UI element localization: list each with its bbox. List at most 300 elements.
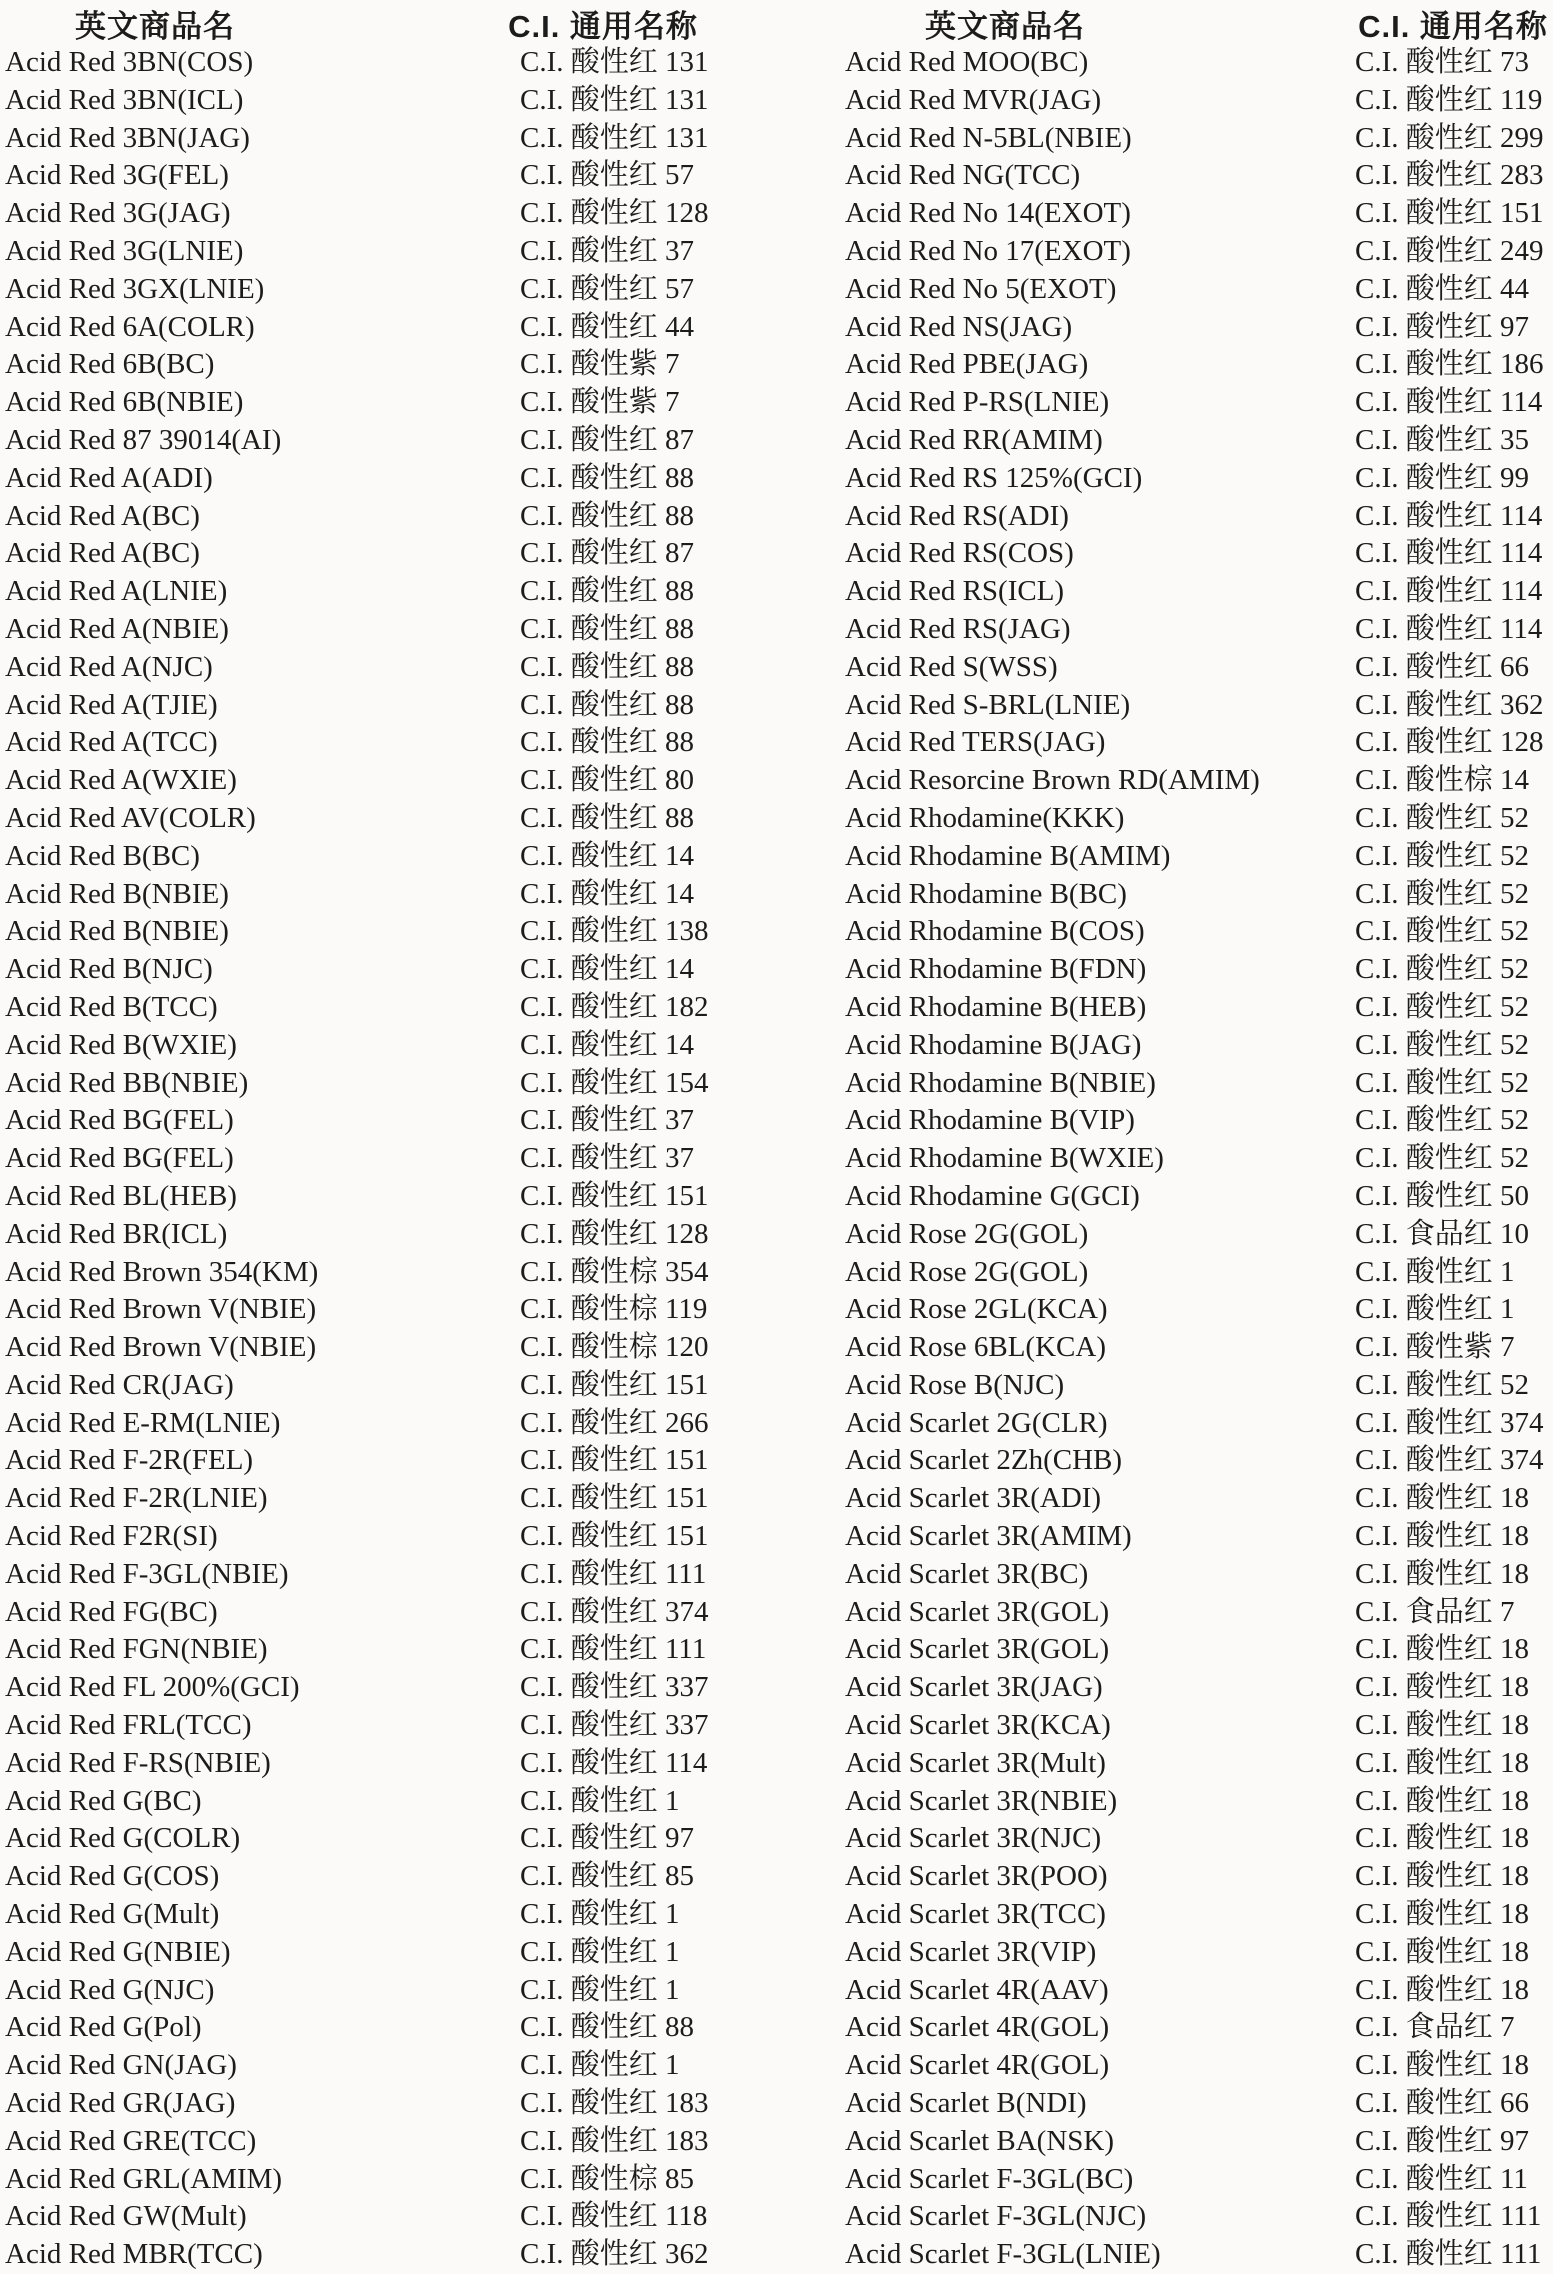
ci-name-right: C.I. 酸性红 66 xyxy=(1355,2087,1530,2120)
trade-name-left: Acid Red A(BC) xyxy=(5,499,200,532)
ci-name-left: C.I. 酸性棕 119 xyxy=(520,1293,708,1326)
table-row xyxy=(0,2161,1553,2199)
table-row xyxy=(0,2085,1553,2123)
trade-name-right: Acid Rose 2G(GOL) xyxy=(845,1217,1089,1250)
trade-name-left: Acid Red 3G(LNIE) xyxy=(5,234,244,267)
trade-name-left: Acid Red A(BC) xyxy=(5,537,200,570)
table-row xyxy=(0,1858,1553,1896)
trade-name-right: Acid Scarlet 4R(AAV) xyxy=(845,1973,1109,2006)
ci-name-left: C.I. 酸性红 111 xyxy=(520,1633,707,1666)
table-header-row xyxy=(0,8,1553,46)
trade-name-right: Acid Scarlet 3R(GOL) xyxy=(845,1595,1110,1628)
trade-name-right: Acid Red RS(JAG) xyxy=(845,612,1071,645)
trade-name-right: Acid Red RS 125%(GCI) xyxy=(845,461,1143,494)
table-row xyxy=(0,535,1553,573)
trade-name-left: Acid Red B(TCC) xyxy=(5,990,218,1023)
ci-name-right: C.I. 酸性红 66 xyxy=(1355,650,1530,683)
trade-name-left: Acid Red G(Pol) xyxy=(5,2011,202,2044)
trade-name-right: Acid Rose 6BL(KCA) xyxy=(845,1331,1106,1364)
trade-name-left: Acid Red 3GX(LNIE) xyxy=(5,272,265,305)
ci-name-left: C.I. 酸性红 1 xyxy=(520,1898,680,1931)
header-trade-name-right: 英文商品名 xyxy=(925,9,1085,44)
trade-name-left: Acid Red G(Mult) xyxy=(5,1898,220,1931)
trade-name-right: Acid Scarlet 3R(Mult) xyxy=(845,1746,1106,1779)
table-row xyxy=(0,1254,1553,1292)
ci-name-left: C.I. 酸性红 87 xyxy=(520,537,695,570)
table-row xyxy=(0,271,1553,309)
trade-name-right: Acid Red P-RS(LNIE) xyxy=(845,386,1110,419)
table-row xyxy=(0,838,1553,876)
trade-name-left: Acid Red GW(Mult) xyxy=(5,2200,247,2233)
ci-name-left: C.I. 酸性棕 354 xyxy=(520,1255,709,1288)
ci-name-right: C.I. 酸性红 97 xyxy=(1355,2124,1530,2157)
trade-name-left: Acid Red G(BC) xyxy=(5,1784,202,1817)
trade-name-left: Acid Red B(NBIE) xyxy=(5,877,229,910)
ci-name-right: C.I. 食品红 7 xyxy=(1355,2011,1515,2044)
table-row xyxy=(0,309,1553,347)
ci-name-right: C.I. 酸性红 18 xyxy=(1355,1784,1530,1817)
ci-name-left: C.I. 酸性红 88 xyxy=(520,650,695,683)
trade-name-right: Acid Scarlet F-3GL(LNIE) xyxy=(845,2238,1161,2271)
trade-name-left: Acid Red E-RM(LNIE) xyxy=(5,1406,281,1439)
trade-name-right: Acid Scarlet 3R(BC) xyxy=(845,1557,1089,1590)
ci-name-right: C.I. 酸性红 97 xyxy=(1355,310,1530,343)
ci-name-right: C.I. 食品红 10 xyxy=(1355,1217,1530,1250)
table-row xyxy=(0,1669,1553,1707)
ci-name-left: C.I. 酸性红 151 xyxy=(520,1520,709,1553)
trade-name-left: Acid Red GN(JAG) xyxy=(5,2049,237,2082)
table-row xyxy=(0,649,1553,687)
trade-name-left: Acid Red BL(HEB) xyxy=(5,1179,237,1212)
ci-name-left: C.I. 酸性红 151 xyxy=(520,1179,709,1212)
table-row xyxy=(0,1707,1553,1745)
trade-name-right: Acid Scarlet 4R(GOL) xyxy=(845,2049,1110,2082)
trade-name-left: Acid Red B(NJC) xyxy=(5,953,213,986)
ci-name-right: C.I. 食品红 7 xyxy=(1355,1595,1515,1628)
trade-name-right: Acid Red No 5(EXOT) xyxy=(845,272,1117,305)
trade-name-left: Acid Red B(BC) xyxy=(5,839,200,872)
trade-name-right: Acid Red No 14(EXOT) xyxy=(845,197,1131,230)
trade-name-left: Acid Red B(NBIE) xyxy=(5,915,229,948)
trade-name-right: Acid Scarlet 2G(CLR) xyxy=(845,1406,1108,1439)
ci-name-right: C.I. 酸性红 18 xyxy=(1355,1633,1530,1666)
trade-name-left: Acid Red A(TCC) xyxy=(5,726,218,759)
trade-name-right: Acid Scarlet 3R(AMIM) xyxy=(845,1520,1132,1553)
table-row xyxy=(0,876,1553,914)
trade-name-left: Acid Red F-RS(NBIE) xyxy=(5,1746,271,1779)
ci-name-left: C.I. 酸性红 1 xyxy=(520,1935,680,1968)
ci-name-right: C.I. 酸性红 119 xyxy=(1355,83,1543,116)
table-row xyxy=(0,2236,1553,2274)
trade-name-right: Acid Scarlet 3R(TCC) xyxy=(845,1898,1106,1931)
header-ci-name-left: C.I. 通用名称 xyxy=(508,9,698,44)
trade-name-right: Acid Rhodamine B(WXIE) xyxy=(845,1142,1164,1175)
ci-name-left: C.I. 酸性红 88 xyxy=(520,2011,695,2044)
ci-name-left: C.I. 酸性红 1 xyxy=(520,2049,680,2082)
ci-name-right: C.I. 酸性红 111 xyxy=(1355,2238,1542,2271)
trade-name-left: Acid Red FRL(TCC) xyxy=(5,1709,252,1742)
trade-name-left: Acid Red A(LNIE) xyxy=(5,575,228,608)
ci-name-left: C.I. 酸性红 88 xyxy=(520,726,695,759)
table-row xyxy=(0,384,1553,422)
trade-name-right: Acid Scarlet 2Zh(CHB) xyxy=(845,1444,1123,1477)
trade-name-right: Acid Scarlet 3R(JAG) xyxy=(845,1671,1103,1704)
trade-name-left: Acid Red 3BN(ICL) xyxy=(5,83,244,116)
ci-name-right: C.I. 酸性红 52 xyxy=(1355,877,1530,910)
table-body xyxy=(0,44,1553,2274)
trade-name-left: Acid Red 6B(BC) xyxy=(5,348,215,381)
table-row xyxy=(0,1518,1553,1556)
trade-name-right: Acid Red MVR(JAG) xyxy=(845,83,1102,116)
table-row xyxy=(0,1405,1553,1443)
ci-name-right: C.I. 酸性红 1 xyxy=(1355,1255,1515,1288)
ci-name-right: C.I. 酸性红 18 xyxy=(1355,1557,1530,1590)
trade-name-right: Acid Scarlet B(NDI) xyxy=(845,2087,1087,2120)
ci-name-left: C.I. 酸性红 44 xyxy=(520,310,695,343)
ci-name-left: C.I. 酸性红 154 xyxy=(520,1066,709,1099)
ci-name-left: C.I. 酸性紫 7 xyxy=(520,386,680,419)
table-row xyxy=(0,1480,1553,1518)
header-trade-name-left: 英文商品名 xyxy=(75,9,235,44)
header-ci-name-right: C.I. 通用名称 xyxy=(1358,9,1548,44)
trade-name-left: Acid Red A(ADI) xyxy=(5,461,213,494)
ci-name-right: C.I. 酸性红 18 xyxy=(1355,1860,1530,1893)
ci-name-right: C.I. 酸性红 18 xyxy=(1355,1520,1530,1553)
trade-name-left: Acid Red A(NJC) xyxy=(5,650,213,683)
ci-name-left: C.I. 酸性红 182 xyxy=(520,990,709,1023)
table-row xyxy=(0,724,1553,762)
trade-name-left: Acid Red MBR(TCC) xyxy=(5,2238,263,2271)
table-row xyxy=(0,800,1553,838)
ci-name-left: C.I. 酸性红 37 xyxy=(520,1142,695,1175)
ci-name-right: C.I. 酸性红 114 xyxy=(1355,612,1543,645)
ci-name-right: C.I. 酸性红 362 xyxy=(1355,688,1544,721)
trade-name-right: Acid Red No 17(EXOT) xyxy=(845,234,1131,267)
trade-name-left: Acid Red 3BN(COS) xyxy=(5,46,254,78)
ci-name-left: C.I. 酸性红 88 xyxy=(520,461,695,494)
ci-name-right: C.I. 酸性红 151 xyxy=(1355,197,1544,230)
trade-name-left: Acid Red BR(ICL) xyxy=(5,1217,228,1250)
ci-name-left: C.I. 酸性红 131 xyxy=(520,83,709,116)
ci-name-right: C.I. 酸性红 283 xyxy=(1355,159,1544,192)
ci-name-right: C.I. 酸性红 73 xyxy=(1355,46,1530,78)
table-row xyxy=(0,1140,1553,1178)
trade-name-right: Acid Scarlet 4R(GOL) xyxy=(845,2011,1110,2044)
ci-name-right: C.I. 酸性红 114 xyxy=(1355,537,1543,570)
ci-name-left: C.I. 酸性红 374 xyxy=(520,1595,709,1628)
trade-name-left: Acid Red AV(COLR) xyxy=(5,801,256,834)
ci-name-left: C.I. 酸性红 183 xyxy=(520,2124,709,2157)
ci-name-left: C.I. 酸性红 57 xyxy=(520,159,695,192)
ci-name-left: C.I. 酸性红 138 xyxy=(520,915,709,948)
ci-name-left: C.I. 酸性红 57 xyxy=(520,272,695,305)
ci-name-left: C.I. 酸性红 128 xyxy=(520,197,709,230)
trade-name-right: Acid Scarlet 3R(ADI) xyxy=(845,1482,1102,1515)
table-row xyxy=(0,1216,1553,1254)
table-row xyxy=(0,989,1553,1027)
table-row xyxy=(0,157,1553,195)
ci-name-right: C.I. 酸性红 18 xyxy=(1355,1671,1530,1704)
ci-name-right: C.I. 酸性棕 14 xyxy=(1355,764,1530,797)
table-row xyxy=(0,573,1553,611)
ci-name-left: C.I. 酸性红 87 xyxy=(520,423,695,456)
table-row xyxy=(0,82,1553,120)
ci-name-right: C.I. 酸性红 299 xyxy=(1355,121,1544,154)
ci-name-right: C.I. 酸性红 52 xyxy=(1355,953,1530,986)
ci-name-left: C.I. 酸性红 88 xyxy=(520,801,695,834)
table-row xyxy=(0,233,1553,271)
ci-name-right: C.I. 酸性红 128 xyxy=(1355,726,1544,759)
trade-name-right: Acid Rhodamine B(FDN) xyxy=(845,953,1147,986)
trade-name-left: Acid Red A(NBIE) xyxy=(5,612,229,645)
trade-name-right: Acid Red RS(COS) xyxy=(845,537,1074,570)
table-row xyxy=(0,913,1553,951)
trade-name-left: Acid Red A(TJIE) xyxy=(5,688,218,721)
trade-name-left: Acid Red G(COLR) xyxy=(5,1822,241,1855)
trade-name-left: Acid Red BB(NBIE) xyxy=(5,1066,249,1099)
trade-name-right: Acid Red RS(ICL) xyxy=(845,575,1065,608)
ci-name-right: C.I. 酸性红 52 xyxy=(1355,1104,1530,1137)
table-row xyxy=(0,2047,1553,2085)
ci-name-left: C.I. 酸性红 1 xyxy=(520,1784,680,1817)
table-row xyxy=(0,195,1553,233)
ci-name-right: C.I. 酸性红 18 xyxy=(1355,1935,1530,1968)
ci-name-left: C.I. 酸性红 131 xyxy=(520,46,709,78)
trade-name-right: Acid Rhodamine(KKK) xyxy=(845,801,1125,834)
trade-name-left: Acid Red G(COS) xyxy=(5,1860,220,1893)
table-row xyxy=(0,687,1553,725)
trade-name-left: Acid Red G(NJC) xyxy=(5,1973,215,2006)
trade-name-left: Acid Red F-3GL(NBIE) xyxy=(5,1557,289,1590)
trade-name-left: Acid Red B(WXIE) xyxy=(5,1028,237,1061)
table-row xyxy=(0,1783,1553,1821)
ci-name-left: C.I. 酸性棕 85 xyxy=(520,2162,695,2195)
ci-name-right: C.I. 酸性红 114 xyxy=(1355,575,1543,608)
trade-name-left: Acid Red FL 200%(GCI) xyxy=(5,1671,300,1704)
table-row xyxy=(0,1367,1553,1405)
trade-name-right: Acid Rose 2GL(KCA) xyxy=(845,1293,1108,1326)
ci-name-right: C.I. 酸性红 52 xyxy=(1355,1028,1530,1061)
trade-name-right: Acid Red PBE(JAG) xyxy=(845,348,1089,381)
ci-name-left: C.I. 酸性红 88 xyxy=(520,499,695,532)
trade-name-left: Acid Red 6A(COLR) xyxy=(5,310,255,343)
ci-name-left: C.I. 酸性紫 7 xyxy=(520,348,680,381)
trade-name-right: Acid Red NG(TCC) xyxy=(845,159,1081,192)
trade-name-right: Acid Red NS(JAG) xyxy=(845,310,1073,343)
ci-name-right: C.I. 酸性红 374 xyxy=(1355,1444,1544,1477)
ci-name-right: C.I. 酸性红 52 xyxy=(1355,839,1530,872)
trade-name-right: Acid Rhodamine B(HEB) xyxy=(845,990,1147,1023)
trade-name-left: Acid Red 3BN(JAG) xyxy=(5,121,250,154)
ci-name-left: C.I. 酸性红 14 xyxy=(520,877,695,910)
ci-name-right: C.I. 酸性红 374 xyxy=(1355,1406,1544,1439)
ci-name-left: C.I. 酸性红 337 xyxy=(520,1709,709,1742)
table-row xyxy=(0,1102,1553,1140)
ci-name-left: C.I. 酸性红 88 xyxy=(520,688,695,721)
ci-name-right: C.I. 酸性红 18 xyxy=(1355,1822,1530,1855)
ci-name-right: C.I. 酸性红 50 xyxy=(1355,1179,1530,1212)
trade-name-left: Acid Red A(WXIE) xyxy=(5,764,237,797)
ci-name-left: C.I. 酸性红 151 xyxy=(520,1482,709,1515)
ci-name-right: C.I. 酸性红 1 xyxy=(1355,1293,1515,1326)
table-row xyxy=(0,611,1553,649)
table-row xyxy=(0,762,1553,800)
ci-name-right: C.I. 酸性红 99 xyxy=(1355,461,1530,494)
ci-name-left: C.I. 酸性红 97 xyxy=(520,1822,695,1855)
trade-name-left: Acid Red BG(FEL) xyxy=(5,1104,234,1137)
table-row xyxy=(0,498,1553,536)
ci-name-right: C.I. 酸性紫 7 xyxy=(1355,1331,1515,1364)
trade-name-left: Acid Red CR(JAG) xyxy=(5,1368,234,1401)
trade-name-right: Acid Rhodamine B(BC) xyxy=(845,877,1127,910)
table-row xyxy=(0,2123,1553,2161)
table-row xyxy=(0,1065,1553,1103)
trade-name-right: Acid Rhodamine B(AMIM) xyxy=(845,839,1171,872)
ci-name-right: C.I. 酸性红 114 xyxy=(1355,386,1543,419)
trade-name-right: Acid Rhodamine G(GCI) xyxy=(845,1179,1140,1212)
trade-name-left: Acid Red GRE(TCC) xyxy=(5,2124,257,2157)
table-row xyxy=(0,422,1553,460)
ci-name-right: C.I. 酸性红 18 xyxy=(1355,1746,1530,1779)
table-row xyxy=(0,1027,1553,1065)
table-row xyxy=(0,1820,1553,1858)
ci-name-left: C.I. 酸性红 131 xyxy=(520,121,709,154)
trade-name-right: Acid Red RS(ADI) xyxy=(845,499,1069,532)
ci-name-right: C.I. 酸性红 52 xyxy=(1355,1368,1530,1401)
ci-name-right: C.I. 酸性红 186 xyxy=(1355,348,1544,381)
ci-name-right: C.I. 酸性红 18 xyxy=(1355,1482,1530,1515)
table-row xyxy=(0,951,1553,989)
ci-name-left: C.I. 酸性红 88 xyxy=(520,575,695,608)
trade-name-left: Acid Red 3G(FEL) xyxy=(5,159,229,192)
ci-name-left: C.I. 酸性红 266 xyxy=(520,1406,709,1439)
ci-name-left: C.I. 酸性红 37 xyxy=(520,1104,695,1137)
ci-name-left: C.I. 酸性红 118 xyxy=(520,2200,708,2233)
ci-name-right: C.I. 酸性红 11 xyxy=(1355,2162,1528,2195)
ci-name-left: C.I. 酸性红 1 xyxy=(520,1973,680,2006)
trade-name-left: Acid Red F-2R(FEL) xyxy=(5,1444,254,1477)
ci-name-left: C.I. 酸性红 151 xyxy=(520,1444,709,1477)
ci-name-left: C.I. 酸性棕 120 xyxy=(520,1331,709,1364)
table-row xyxy=(0,1896,1553,1934)
ci-name-right: C.I. 酸性红 18 xyxy=(1355,1898,1530,1931)
trade-name-right: Acid Scarlet 3R(KCA) xyxy=(845,1709,1111,1742)
trade-name-right: Acid Rose 2G(GOL) xyxy=(845,1255,1089,1288)
ci-name-right: C.I. 酸性红 18 xyxy=(1355,2049,1530,2082)
ci-name-left: C.I. 酸性红 14 xyxy=(520,1028,695,1061)
trade-name-right: Acid Scarlet 3R(GOL) xyxy=(845,1633,1110,1666)
trade-name-right: Acid Scarlet BA(NSK) xyxy=(845,2124,1115,2157)
trade-name-right: Acid Rhodamine B(JAG) xyxy=(845,1028,1142,1061)
ci-name-right: C.I. 酸性红 52 xyxy=(1355,801,1530,834)
trade-name-right: Acid Scarlet 3R(NBIE) xyxy=(845,1784,1118,1817)
table-row xyxy=(0,2198,1553,2236)
table-row xyxy=(0,1934,1553,1972)
ci-name-right: C.I. 酸性红 18 xyxy=(1355,1973,1530,2006)
trade-name-left: Acid Red GRL(AMIM) xyxy=(5,2162,283,2195)
trade-name-left: Acid Red FGN(NBIE) xyxy=(5,1633,268,1666)
trade-name-left: Acid Red 3G(JAG) xyxy=(5,197,231,230)
table-row xyxy=(0,44,1553,82)
trade-name-right: Acid Red S(WSS) xyxy=(845,650,1058,683)
table-row xyxy=(0,120,1553,158)
trade-name-right: Acid Red TERS(JAG) xyxy=(845,726,1106,759)
ci-name-right: C.I. 酸性红 52 xyxy=(1355,990,1530,1023)
ci-name-right: C.I. 酸性红 111 xyxy=(1355,2200,1542,2233)
table-row xyxy=(0,1329,1553,1367)
trade-name-right: Acid Red N-5BL(NBIE) xyxy=(845,121,1132,154)
ci-name-left: C.I. 酸性红 14 xyxy=(520,953,695,986)
trade-name-left: Acid Red FG(BC) xyxy=(5,1595,218,1628)
table-row xyxy=(0,1594,1553,1632)
ci-name-left: C.I. 酸性红 37 xyxy=(520,234,695,267)
ci-name-left: C.I. 酸性红 128 xyxy=(520,1217,709,1250)
trade-name-right: Acid Red MOO(BC) xyxy=(845,46,1089,78)
table-row xyxy=(0,346,1553,384)
ci-name-left: C.I. 酸性红 362 xyxy=(520,2238,709,2271)
table-row xyxy=(0,2009,1553,2047)
trade-name-right: Acid Scarlet F-3GL(NJC) xyxy=(845,2200,1147,2233)
trade-name-right: Acid Rose B(NJC) xyxy=(845,1368,1065,1401)
trade-name-right: Acid Red S-BRL(LNIE) xyxy=(845,688,1131,721)
trade-name-right: Acid Rhodamine B(COS) xyxy=(845,915,1145,948)
ci-name-left: C.I. 酸性红 80 xyxy=(520,764,695,797)
ci-name-right: C.I. 酸性红 35 xyxy=(1355,423,1530,456)
table-row xyxy=(0,1556,1553,1594)
trade-name-right: Acid Scarlet 3R(VIP) xyxy=(845,1935,1097,1968)
trade-name-right: Acid Rhodamine B(NBIE) xyxy=(845,1066,1156,1099)
trade-name-right: Acid Scarlet 3R(NJC) xyxy=(845,1822,1102,1855)
trade-name-right: Acid Red RR(AMIM) xyxy=(845,423,1103,456)
trade-name-left: Acid Red F2R(SI) xyxy=(5,1520,218,1553)
ci-name-right: C.I. 酸性红 249 xyxy=(1355,234,1544,267)
table-row xyxy=(0,1442,1553,1480)
table-row xyxy=(0,1291,1553,1329)
trade-name-left: Acid Red F-2R(LNIE) xyxy=(5,1482,268,1515)
trade-name-left: Acid Red Brown V(NBIE) xyxy=(5,1293,317,1326)
ci-name-left: C.I. 酸性红 14 xyxy=(520,839,695,872)
ci-name-left: C.I. 酸性红 111 xyxy=(520,1557,707,1590)
table-row xyxy=(0,460,1553,498)
ci-name-right: C.I. 酸性红 18 xyxy=(1355,1709,1530,1742)
ci-name-left: C.I. 酸性红 85 xyxy=(520,1860,695,1893)
ci-name-left: C.I. 酸性红 151 xyxy=(520,1368,709,1401)
table-row xyxy=(0,1631,1553,1669)
trade-name-left: Acid Red G(NBIE) xyxy=(5,1935,231,1968)
table-row xyxy=(0,1972,1553,2010)
trade-name-right: Acid Resorcine Brown RD(AMIM) xyxy=(845,764,1260,797)
trade-name-left: Acid Red Brown 354(KM) xyxy=(5,1255,319,1288)
ci-name-left: C.I. 酸性红 183 xyxy=(520,2087,709,2120)
ci-name-right: C.I. 酸性红 52 xyxy=(1355,1142,1530,1175)
trade-name-left: Acid Red 6B(NBIE) xyxy=(5,386,244,419)
ci-name-left: C.I. 酸性红 114 xyxy=(520,1746,708,1779)
trade-name-left: Acid Red BG(FEL) xyxy=(5,1142,234,1175)
trade-name-left: Acid Red 87 39014(AI) xyxy=(5,423,282,456)
ci-name-left: C.I. 酸性红 337 xyxy=(520,1671,709,1704)
ci-name-right: C.I. 酸性红 114 xyxy=(1355,499,1543,532)
ci-name-right: C.I. 酸性红 44 xyxy=(1355,272,1530,305)
trade-name-right: Acid Scarlet F-3GL(BC) xyxy=(845,2162,1134,2195)
trade-name-right: Acid Scarlet 3R(POO) xyxy=(845,1860,1108,1893)
trade-name-left: Acid Red Brown V(NBIE) xyxy=(5,1331,317,1364)
trade-name-left: Acid Red GR(JAG) xyxy=(5,2087,236,2120)
ci-name-right: C.I. 酸性红 52 xyxy=(1355,1066,1530,1099)
table-row xyxy=(0,1745,1553,1783)
trade-name-right: Acid Rhodamine B(VIP) xyxy=(845,1104,1135,1137)
ci-name-right: C.I. 酸性红 52 xyxy=(1355,915,1530,948)
table-row xyxy=(0,1178,1553,1216)
